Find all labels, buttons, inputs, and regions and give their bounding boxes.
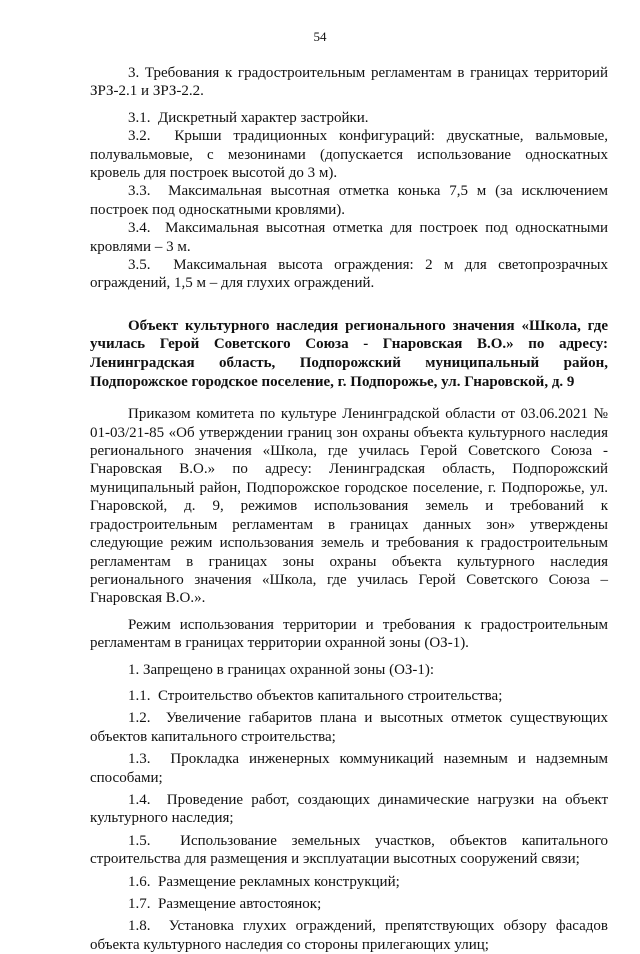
list-item — [90, 182, 608, 219]
item-number: 3.1. — [128, 109, 151, 126]
item-text: Максимальная высота ограждения: 2 м для светопрозрачных ограждений, 1,5 м – для глухих ограждений. — [90, 257, 608, 292]
object-heading: Объект культурного наследия регионального значения «Школа, где училась Герой Советского Союза - Гнаровская В.О.» по адресу: Ленинградская область, Подпорожский муниципальный район, Подпорожское городское поселение, г. Подпорожье, ул. Гнаровской, д. 9 — [90, 317, 608, 390]
item-text: Размещение рекламных конструкций; — [158, 873, 400, 890]
item-text: Установка глухих ограждений, препятствующих обзору фасадов объекта культурного наследия со стороны прилегающих улиц; — [90, 918, 608, 953]
list-item — [90, 219, 608, 256]
item-number: 1.8. — [128, 918, 151, 935]
item-text: Дискретный характер застройки. — [158, 109, 369, 126]
item-number: 1.5. — [128, 832, 151, 849]
list-item — [90, 109, 608, 127]
item-number: 3.2. — [128, 128, 151, 145]
page-content — [90, 64, 608, 954]
item-number: 1.4. — [128, 791, 151, 808]
item-number: 1.3. — [128, 751, 151, 768]
item-number: 1.7. — [128, 896, 151, 912]
list-item — [90, 917, 608, 954]
list-item — [90, 832, 608, 869]
item-number: 3.4. — [128, 220, 151, 237]
list-item — [90, 709, 608, 746]
list-item — [90, 791, 608, 828]
item-text: Увеличение габаритов плана и высотных отметок существующих объектов капитального строительства; — [90, 710, 608, 745]
item-number: 3.5. — [128, 257, 151, 274]
item-text: Строительство объектов капитального строительства; — [158, 687, 503, 704]
item-text: Максимальная высотная отметка для построек под односкатными кровлями – 3 м. — [90, 220, 609, 255]
list-item — [90, 687, 608, 705]
item-number: 3.3. — [128, 183, 151, 200]
list-item — [90, 873, 608, 891]
list-item — [90, 750, 608, 787]
item-number: 1.2. — [128, 710, 151, 727]
item-text: Использование земельных участков, объектов капитального строительства для размещения и эксплуатации высотных сооружений связи; — [90, 832, 608, 868]
item-text: Крыши традиционных конфигураций: двускатные, вальмовые, полувальмовые, с мезонинами (допускается использование односкатных кровель для построек высотой до 3 м). — [90, 128, 608, 182]
order-paragraph: Приказом комитета по культуре Ленинградской области от 03.06.2021 № 01-03/21-85 «Об утверждении границ зон охраны объекта культурного наследия регионального значения «Школа, где училась Герой Советского Союза - Гнаровская В.О.» по адресу: Ленинградская область, Подпорожский муниципальный район, Подпорожское городское поселение, г. Подпорожье, ул. Гнаровской, д. 9, режимов использования земель и требований к градостроительным регламентам в границах данных зон» утверждены следующие режим использования земель и требования к градостроительным регламентам в границах зоны охраны объекта культурного наследия регионального значения «Школа, где училась Герой Советского Союза – Гнаровская В.О.». — [90, 406, 608, 607]
item-text: Размещение автостоянок; — [158, 896, 322, 912]
item-text: Проведение работ, создающих динамические нагрузки на объект культурного наследия; — [90, 791, 608, 827]
page-number: 54 — [313, 29, 327, 44]
list-item — [90, 127, 608, 182]
list-item — [90, 256, 608, 293]
item-text: Прокладка инженерных коммуникаций наземным и надземным способами; — [90, 751, 609, 786]
item-number: 1.1. — [128, 687, 151, 704]
section-3-title: 3. Требования к градостроительным регламентам в границах территорий ЗРЗ-2.1 и ЗРЗ-2.2. — [90, 65, 608, 100]
list-item — [90, 895, 608, 913]
section-1-title: 1. Запрещено в границах охранной зоны (ОЗ-1): — [128, 661, 435, 678]
item-text: Максимальная высотная отметка конька 7,5 м (за исключением построек под односкатными кровлями). — [90, 183, 608, 218]
regime-paragraph: Режим использования территории и требования к градостроительным регламентам в границах территории охранной зоны (ОЗ-1). — [90, 616, 608, 652]
item-number: 1.6. — [128, 873, 151, 890]
